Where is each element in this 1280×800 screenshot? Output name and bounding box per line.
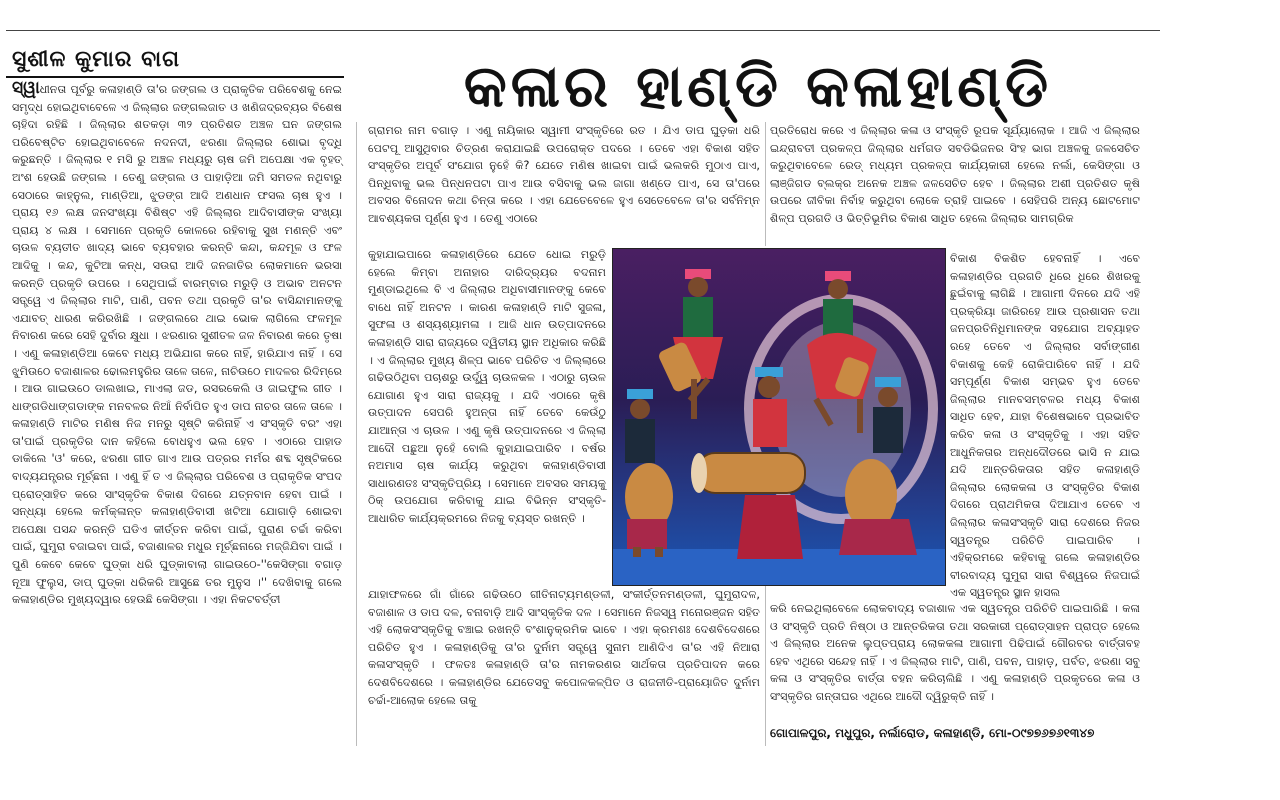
column-divider: [765, 586, 766, 746]
dancers-photo: [612, 248, 946, 586]
drop-cap: ସ୍ୱା: [12, 78, 40, 98]
column-3-top-text: ପ୍ରତିରୋଧ କରେ ଏ ଜିଲ୍ଲାର କଳା ଓ ସଂସ୍କୃତି ରୂପକ ସୂର୍ଯ୍ୟାଲୋକ । ଆଜି ଏ ଜିଲ୍ଲାର ଇନ୍ଦ୍ରାବତୀ ପ୍ରକଳ୍ପ ଜିଲ୍ଲାର ଧର୍ମଗଡ ସବଡିଭିଜନର ସିଂହ ଭାଗ ଅଞ୍ଚଳକୁ ଜଳସେଚିତ କରୁଥିବାବେଳେ ରେଡ୍ ମଧ୍ୟମ ପ୍ରକଳ୍ପ କାର୍ଯ୍ୟକାରୀ ହେଲେ ନର୍ଲା, କେସିଙ୍ଗା ଓ ଲାଞ୍ଜିଗଡ ବ୍ଲକ୍‌ର ଅନେକ ଅଞ୍ଚଳ ଜଳସେଚିତ ହେବ । ଜିଲ୍ଲାର ଅଶୀ ପ୍ରତିଶତ କୃଷି ଉପରେ ଜୀବିକା ନିର୍ବାହ କରୁଥିବା ଲୋକେ ତ୍ରାହି ପାଇବେ । ସେହିପରି ଅନ୍ୟ ଛୋଟମୋଟ ଶିଳ୍ପ ପ୍ରଗତି ଓ ଭିତ୍ତିଭୂମିର ବିକାଶ ସାଧିତ ହେଲେ ଜିଲ୍ଲାର ସାମଗ୍ରିକ: [770, 124, 1140, 225]
column-divider: [356, 122, 357, 746]
author-address: ଗୋପାଳପୁର, ମଧୁପୁର, ନର୍ଲାରୋଡ, କଳାହାଣ୍ଡି, ମୋ-୦୯୭୭୬୭୬୧୩୪୭: [770, 726, 1095, 740]
byline-underline: [6, 76, 344, 78]
column-3-bottom-text: କରି ନେଇଥିଲାବେଳେ ଲୋକବାଦ୍ୟ ବଜାଶାଳ ଏକ ସ୍ୱତନ୍ତ୍ର ପରିଚିତି ପାଇପାରିଛି । କଳା ଓ ସଂସ୍କୃତି ପ୍ରତି ନିଷ୍ଠା ଓ ଆନ୍ତରିକତା ତଥା ସରକାରୀ ପ୍ରୋତ୍ସାହନ ପ୍ରାପ୍ତ ହେଲେ ଏ ଜିଲ୍ଲାର ଅନେକ ଲୁପ୍ତପ୍ରାୟ ଲୋକକଳା ଆଗାମୀ ପିଢିପାଇଁ ଗୌରବର ବାର୍ତ୍ତାବହ ହେବ ଏଥିରେ ସନ୍ଦେହ ନାହିଁ । ଏ ଜିଲ୍ଲାର ମାଟି, ପାଣି, ପବନ, ପାହାଡ଼, ପର୍ବତ, ଝରଣା ସବୁ କଳା ଓ ସଂସ୍କୃତିର ବାର୍ତ୍ତା ବହନ କରିଚାଲିଛି । ଏଣୁ କଳାହାଣ୍ଡି ପ୍ରକୃତରେ କଳା ଓ ସଂସ୍କୃତିର ଗନ୍ତାଘର ଏଥିରେ ଆଦୌ ଦ୍ୱିରୁକ୍ତି ନାହିଁ ।: [770, 602, 1140, 703]
article-column-2-left: [368, 246, 606, 586]
column-divider: [765, 122, 766, 246]
author-byline: ସୁଶୀଳ କୁମାର ବାଗ: [12, 46, 181, 72]
article-column-3-top: [770, 122, 1140, 250]
article-column-3-bottom: [770, 600, 1140, 724]
column-3-right-text: ବିକାଶ ବିକଶିତ ହେବନାହିଁ । ଏବେ କଳାହାଣ୍ଡିର ପ୍ରଗତି ଧିରେ ଧିରେ ଶିଖରକୁ ଛୁଇଁବାକୁ ଲାଗିଛି । ଆଗାମୀ ଦିନରେ ଯଦି ଏହି ପ୍ରକ୍ରିୟା ଜାରିରହେ ଆଉ ପ୍ରଶାସନ ତଥା ଜନପ୍ରତିନିଧିମାନଙ୍କ ସହଯୋଗ ଅବ୍ୟାହତ ରହେ ତେବେ ଏ ଜିଲ୍ଲାର ସର୍ବାଙ୍ଗୀଣ ବିକାଶକୁ କେହି ରୋକିପାରିବେ ନାହିଁ । ଯଦି ସମ୍ପୂର୍ଣ୍ଣ ବିକାଶ ସମ୍ଭବ ହୁଏ ତେବେ ଜିଲ୍ଲାର ମାନବସମ୍ବଳର ମଧ୍ୟ ବିକାଶ ସାଧିତ ହେବ, ଯାହା ବିଶେଷଭାବେ ପ୍ରଭାବିତ କରିବ କଳା ଓ ସଂସ୍କୃତିକୁ । ଏହା ସହିତ ଆଧୁନିକତାର ଅନ୍ଧଦୌଡରେ ଭାସି ନ ଯାଇ ଯଦି ଆନ୍ତରିକତାର ସହିତ କଳାହାଣ୍ଡି ଜିଲ୍ଲାର ଲୋକକଳା ଓ ସଂସ୍କୃତିର ବିକାଶ ଦିଗରେ ପ୍ରାଥମିକତା ଦିଆଯାଏ ତେବେ ଏ ଜିଲ୍ଲାର କଳାସଂସ୍କୃତି ସାରା ଦେଶରେ ନିଜର ସ୍ୱତନ୍ତ୍ର ପରିଚିତି ପାଇପାରିବ । ଏହିକ୍ରମରେ କହିବାକୁ ଗଲେ କଳାହାଣ୍ଡିର ବୀରବାଦ୍ୟ ଘୁମୁରା ସାରା ବିଶ୍ୱରେ ନିଜପାଇଁ ଏକ ସ୍ୱତନ୍ତ୍ର ସ୍ଥାନ ହାସଲ: [950, 252, 1140, 600]
article-headline: କଳାର ହାଣ୍ଡି କଳାହାଣ୍ଡି: [463, 51, 1053, 120]
article-column-2-top: [368, 122, 760, 246]
article-column-2-bottom: [368, 586, 760, 746]
article-column-3-right: [950, 250, 1140, 600]
dance-performance-image: [613, 249, 945, 585]
dancer-figure: [657, 269, 723, 419]
column-2-bottom-text: ଯାହାଫଳରେ ଗାଁ ଗାଁରେ ଗଢିଉଠେ ଗୀତିନାଟ୍ୟମଣ୍ଡଳୀ, ସଂକୀର୍ତ୍ତନମଣ୍ଡଳୀ, ଘୁମୁରାଦଳ, ବଜାଶାଳ ଓ ଡାପ ଦଳ, ବନାବାଡ଼ି ଆଦି ସାଂସ୍କୃତିକ ଦଳ । ସେମାନେ ନିଜସ୍ୱ ମନୋରଞ୍ଜନ ସହିତ ଏହି ଲୋକସଂସ୍କୃତିକୁ ବଞ୍ଚାଇ ରଖନ୍ତି ବଂଶାନୁକ୍ରମିକ ଭାବେ । ଏହା କ୍ରମଶଃ ଦେଶବିଦେଶରେ ପରିଚିତ ହୁଏ । କଳାହାଣ୍ଡିକୁ ତା'ର ଦୁର୍ନାମ ସତ୍ତ୍ୱେ ସୁନାମ ଆଣିଦିଏ ତା'ର ଏହି ନିଆରା କଳାସଂସ୍କୃତି । ଫଳତଃ କଳାହାଣ୍ଡି ତା'ର ନାମକରଣର ସାର୍ଥକତା ପ୍ରତିପାଦନ କରେ ଦେଶବିଦେଶରେ । କଳାହାଣ୍ଡିର ଯେତେସବୁ କପୋଳକଳ୍ପିତ ଓ ରାଜନୀତି-ପ୍ରାୟୋଜିତ ଦୁର୍ନାମ ଚର୍ଚ୍ଚା-ଆଲୋକ ହେଲେ ତାକୁ: [368, 588, 760, 707]
column-1-text: ଧୀନତା ପୂର୍ବରୁ କଳାହାଣ୍ଡି ତା'ର ଜଙ୍ଗଲ ଓ ପ୍ରାକୃତିକ ପରିବେଶକୁ ନେଇ ସମୃଦ୍ଧ ହୋଇଥିବାବେଳେ ଏ ଜିଲ୍ଲାର ଜଙ୍ଗଲଜାତ ଓ ଖଣିଜଦ୍ରବ୍ୟର ବିଶେଷ ଚାହିଦା ରହିଛି । ଜିଲ୍ଲାର ଶତକଡ଼ା ୩୨ ପ୍ରତିଶତ ଅଞ୍ଚଳ ଘନ ଜଙ୍ଗଲ ପରିବେଷ୍ଟିତ ହୋଇଥିବାବେଳେ ନଦନଦୀ, ଝରଣା ଜିଲ୍ଲାର ଶୋଭା ବୃଦ୍ଧି କରୁଛନ୍ତି । ଜିଲ୍ଲାର ୧ ମସି ରୁ ଅଞ୍ଚଳ ମଧ୍ୟରୁ ଚାଷ ଜମି ଅପେକ୍ଷା ଏକ ବୃହତ୍ ଅଂଶ ହେଉଛି ଜଙ୍ଗଲ । ତେଣୁ ଜଙ୍ଗଲ ଓ ପାହାଡ଼ିଆ ଜମି ସମତଳ ନଥିବାରୁ ସେଠାରେ କାହ୍ନୁଲ, ମାଣ୍ଡିଆ, ଝୁଡଙ୍ଗ ଆଦି ଅଣଧାନ ଫସଲ ଚାଷ ହୁଏ । ପ୍ରାୟ ୧୬ ଲକ୍ଷ ଜନସଂଖ୍ୟା ବିଶିଷ୍ଟ ଏହି ଜିଲ୍ଲାର ଆଦିବାସୀଙ୍କ ସଂଖ୍ୟା ପ୍ରାୟ ୪ ଲକ୍ଷ । ସେମାନେ ପ୍ରକୃତି କୋଳରେ ରହିବାକୁ ସୁଖ ମଣନ୍ତି ଏବଂ ଚାଉଳ ବ୍ୟତୀତ ଖାଦ୍ୟ ଭାବେ ବ୍ୟବହାର କରନ୍ତି କନ୍ଦା, କନ୍ଦମୂଳ ଓ ଫଳ ଆଦିକୁ । କନ୍ଦ, କୁଟିଆ କନ୍ଧ, ସଉରା ଆଦି ଜନଜାତିର ଲୋକମାନେ ଭରସା କରନ୍ତି ପ୍ରକୃତି ଉପରେ । ସେଥିପାଇଁ ବାରମ୍ବାର ମରୁଡ଼ି ଓ ଅଭାବ ଅନଟନ ସତ୍ତ୍ୱେ ଏ ଜିଲ୍ଲାର ମାଟି, ପାଣି, ପବନ ତଥା ପ୍ରକୃତି ତା'ର ବାସିନ୍ଦାମାନଙ୍କୁ ଏଯାବତ୍ ଧାରଣ କରିରଖିଛି । ଜଙ୍ଗଲରେ ଥାଇ ଭୋକ ଲାଗିଲେ ଫଳମୂଳ ନିବାରଣ କରେ ସେହି ଦୁର୍ବାର କ୍ଷୁଧା । ଝରଣାର ସୁଶୀତଳ ଜଳ ନିବାରଣ କରେ ତୃଷା । ଏଣୁ କଳାହାଣ୍ଡିଆ କେବେ ମଧ୍ୟ ଅଭିଯାଗ କରେ ନାହିଁ, ହାରିଯାଏ ନାହିଁ । ସେ ଝୁମିଉଠେ ବଜାଶାଳର ଢୋଲମହୁରିର ତାଳେ ତାଳେ, ନାଚିଉଠେ ମାଦଳର ରିଦିମ୍‌ରେ । ଆଉ ଗାଇଉଠେ ଡାଲଖାଇ, ମାଏଲା ଜଡ, ରସରକେଲି ଓ ଜାଇଫୁଲ ଗୀତ । ଧାଙ୍ଗଡିଧାଙ୍ଗଡାଙ୍କ ମନବଳର ନିଆଁ ନିର୍ବାପିତ ହୁଏ ଡାପ ନାଚର ତାଳେ ତାଳେ । କଳାହାଣ୍ଡି ମାଟିର ମଣିଷ ନିଜ ମନରୁ ସୃଷ୍ଟି କରିନାହିଁ ଏ ସଂସ୍କୃତି ବରଂ ଏହା ତା'ପାଇଁ ପ୍ରକୃତିର ଦାନ କହିଲେ ବୋଧହୁଏ ଭଲ ହେବ । ଏଠାରେ ପାହାଡ ଡାକିଲେ 'ଓ' କରେ, ଝରଣା ଗୀତ ଗାଏ ଆଉ ପତ୍ରର ମର୍ମର ଶବ୍ଦ ସୃଷ୍ଟିକରେ ବାଦ୍ୟଯନ୍ତ୍ରର ମୂର୍ଚ୍ଛନା । ଏଣୁ ହିଁ ତ ଏ ଜିଲ୍ଲାର ପରିବେଶ ଓ ପ୍ରାକୃତିକ ସଂପଦ ପ୍ରୋତ୍ସାହିତ କରେ ସାଂସ୍କୃତିକ ବିକାଶ ଦିଗରେ ଯତ୍ନବାନ ହେବା ପାଇଁ । ସନ୍ଧ୍ୟା ହେଲେ କର୍ମକ୍ଳାନ୍ତ କଳାହାଣ୍ଡିବାସୀ ଖଟିଆ ଯୋଗାଡ଼ି ଶୋଇବା ଅପେକ୍ଷା ପସନ୍ଦ କରନ୍ତି ଘଡିଏ କୀର୍ତ୍ତନ କରିବା ପାଇଁ, ପୁରାଣ ଚର୍ଚ୍ଚା କରିବା ପାଇଁ, ଘୁମୁରା ବଜାଇବା ପାଇଁ, ବଜାଶାଳର ମଧୁର ମୂର୍ଚ୍ଛନାରେ ମଜ୍ଜିଯିବା ପାଇଁ । ପୁଣି କେବେ କେବେ ଘୁଡ୍‌କା ଧରି ଘୁଡ୍‌କାବାଲା ଗାଇଉଠେ-''କେସିଙ୍ଗା ବଗାଡ଼ ନୂଆ ଫୁଲୁସ, ଡାପ୍ ଘୁଡ୍‌କା ଧରିକରି ଆସୁଛେ ତର ମୁନୁସ ।'' ଦେଖିବାକୁ ଗଲେ କଳାହାଣ୍ଡିର ମୁଖ୍ୟଦ୍ୱାର ହେଉଛି କେସିଙ୍ଗା । ଏହା ନିକଟବର୍ତ୍ତୀ: [12, 83, 342, 607]
column-2-top-text: ଗ୍ରାମର ନାମ ବଗାଡ଼ । ଏଣୁ ନାୟିକାର ସ୍ୱାମୀ ସଂସ୍କୃତିରେ ରତ । ଯିଏ ଡାପ ଘୁଡ଼କା ଧରି ପେଟପୂ ଆସୁଥିବାର ଚିତ୍ରଣ କରାଯାଇଛି ଉପରୋକ୍ତ ପଦରେ । ତେବେ ଏହା ବିକାଶ ସହିତ ସଂସ୍କୃତିର ଅପୂର୍ବ ସଂଯୋଗ ନୁହେଁ କି? ଯେତେ ମଣିଷ ଖାଇବା ପାଇଁ ଭଲକରି ମୁଠାଏ ପାଏ, ପିନ୍ଧିବାକୁ ଭଲ ପିନ୍ଧନପଟା ପାଏ ଆଉ ବସିବାକୁ ଭଲ ଜାଗା ଖଣ୍ଡେ ପାଏ, ସେ ତା'ପରେ ଅବସର ବିନୋଦନ କଥା ଚିନ୍ତା କରେ । ଏହା ଯେତେବେଳେ ହୁଏ ସେତେବେଳେ ତା'ର ସର୍ବନିମ୍ନ ଆବଶ୍ୟକତା ପୂର୍ଣ୍ଣ ହୁଏ । ତେଣୁ ଏଠାରେ: [368, 124, 760, 225]
column-2-left-text: କୁହାଯାଇପାରେ କଳାହାଣ୍ଡିରେ ଯେତେ ଧୋଇ ମରୁଡ଼ି ହେଲେ କିମ୍ବା ଅନାହାର ଦାରିଦ୍ର୍ୟର ବଦନାମ ମୁଣ୍ଡାଇଥିଲେ ବି ଏ ଜିଲ୍ଲାର ଅଧିବାସୀମାନଙ୍କୁ କେବେ ବାଧେ ନାହିଁ ଅନଟନ । କାରଣ କଳାହାଣ୍ଡି ମାଟି ସୁଜଳା, ସୁଫଳା ଓ ଶସ୍ୟଶ୍ୟାମଳା । ଆଜି ଧାନ ଉତ୍ପାଦନରେ କଳାହାଣ୍ଡି ସାରା ରାଜ୍ୟରେ ଦ୍ୱିତୀୟ ସ୍ଥାନ ଅଧିକାର କରିଛି । ଏ ଜିଲ୍ଲାର ମୁଖ୍ୟ ଶିଳ୍ପ ଭାବେ ପରିଚିତ ଏ ଜିଲ୍ଲାରେ ଗଢିଉଠିଥିବା ପଚାଶରୁ ଉର୍ଦ୍ଧ୍ୱ ଚାଉଳକଳ । ଏଠାରୁ ଚାଉଳ ଯୋଗାଣ ହୁଏ ସାରା ରାଜ୍ୟକୁ । ଯଦି ଏଠାରେ କୃଷି ଉତ୍ପାଦନ ସେପରି ହୁଅନ୍ତା ନାହିଁ ତେବେ କେଉଁଠୁ ଯାଆନ୍ତା ଏ ଚାଉଳ । ଏଣୁ କୃଷି ଉତ୍ପାଦନରେ ଏ ଜିଲ୍ଲା ଆଦୌ ପଛୁଆ ନୁହେଁ ବୋଲି କୁହାଯାଇପାରିବ । ବର୍ଷର ନଅମାସ ଚାଷ କାର୍ଯ୍ୟ କରୁଥିବା କଳାହାଣ୍ଡିବାସୀ ସାଧାରଣତଃ ସଂସ୍କୃତିପ୍ରିୟ । ସେମାନେ ଅବସର ସମୟକୁ ଠିକ୍ ଉପଯୋଗ କରିବାକୁ ଯାଇ ବିଭିନ୍ନ ସଂସ୍କୃତି-ଆଧାରିତ କାର୍ଯ୍ୟକ୍ରମରେ ନିଜକୁ ବ୍ୟସ୍ତ ରଖନ୍ତି ।: [368, 248, 606, 525]
article-column-1: [12, 80, 342, 752]
dancer-figure: [625, 389, 673, 557]
top-rule: [6, 30, 1160, 31]
